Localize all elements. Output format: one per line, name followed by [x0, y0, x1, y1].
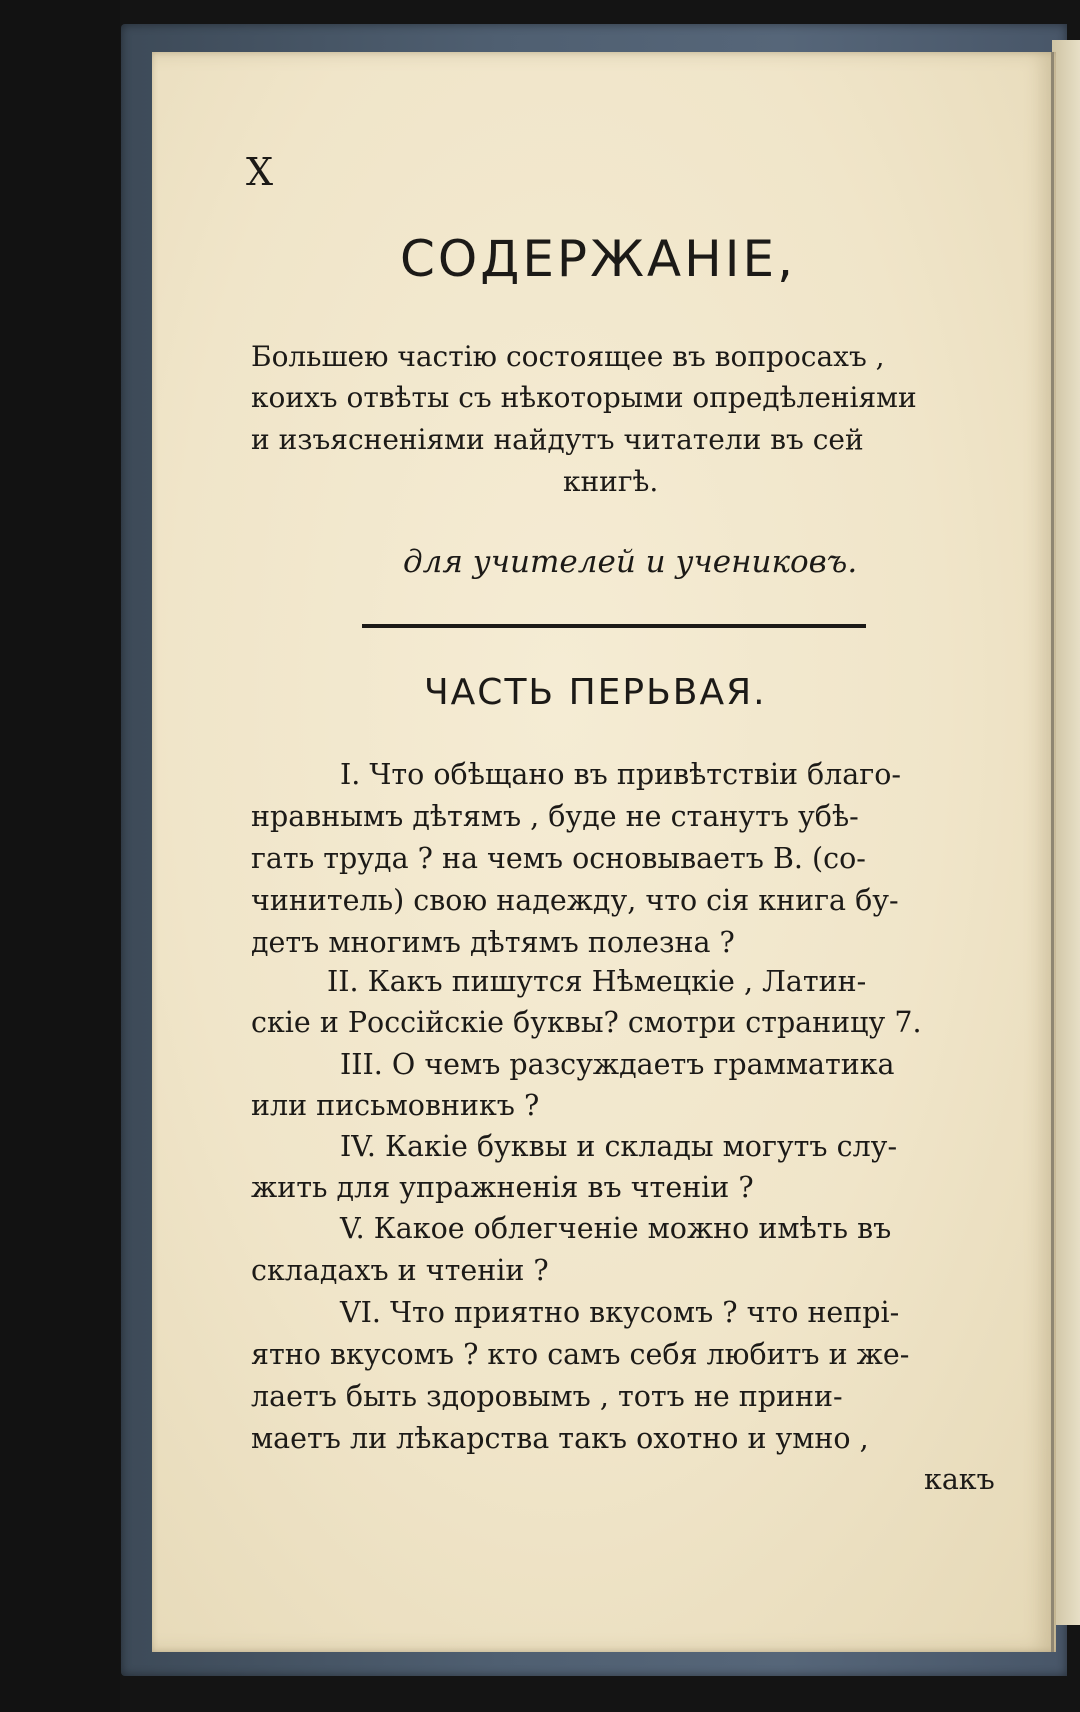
background-left [0, 0, 120, 1712]
subtitle-line: коихъ отвѣты съ нѣкоторыми опредѣленіями [251, 381, 917, 414]
subtitle-line: и изъясненіями найдутъ читатели въ сей [251, 423, 864, 456]
body-line: II. Какъ пишутся Нѣмецкіе , Латин- [327, 965, 867, 998]
divider-rule [362, 624, 866, 628]
body-line: жить для упражненія въ чтеніи ? [251, 1171, 754, 1204]
body-line: IV. Какіе буквы и склады могутъ слу- [340, 1130, 898, 1163]
body-line: скіе и Россійскіе буквы? смотри страницу 7. [251, 1006, 922, 1039]
body-line: ятно вкусомъ ? кто самъ себя любитъ и же- [251, 1338, 910, 1371]
body-line: гать труда ? на чемъ основываетъ В. (со- [251, 842, 866, 875]
body-line: детъ многимъ дѣтямъ полезна ? [251, 926, 735, 959]
body-line: I. Что обѣщано въ привѣтствіи благо- [340, 758, 901, 791]
part-title: ЧАСТЬ ПЕРЬВАЯ. [424, 672, 767, 713]
catchword: какъ [924, 1463, 995, 1496]
page-gutter [1051, 52, 1054, 1652]
body-line: VI. Что приятно вкусомъ ? что непрі- [340, 1296, 900, 1329]
page-title: СОДЕРЖАНІЕ, [400, 230, 796, 288]
body-line: III. О чемъ разсуждаетъ грамматика [340, 1048, 895, 1081]
subtitle-line: книгѣ. [563, 465, 659, 498]
body-line: нравнымъ дѣтямъ , буде не станутъ убѣ- [251, 800, 859, 833]
body-line: V. Какое облегченіе можно имѣть въ [340, 1212, 892, 1245]
body-line: маетъ ли лѣкарства такъ охотно и умно , [251, 1422, 869, 1455]
body-line: складахъ и чтеніи ? [251, 1254, 549, 1287]
body-line: лаетъ быть здоровымъ , тотъ не прини- [251, 1380, 843, 1413]
subtitle-line: Большею частію состоящее въ вопросахъ , [251, 340, 885, 373]
body-line: или письмовникъ ? [251, 1089, 540, 1122]
page-number: X [246, 150, 274, 194]
next-page-edge [1052, 40, 1080, 1625]
body-line: чинитель) свою надежду, что сія книга бу- [251, 884, 899, 917]
dedication: для учителей и учениковъ. [403, 544, 858, 580]
